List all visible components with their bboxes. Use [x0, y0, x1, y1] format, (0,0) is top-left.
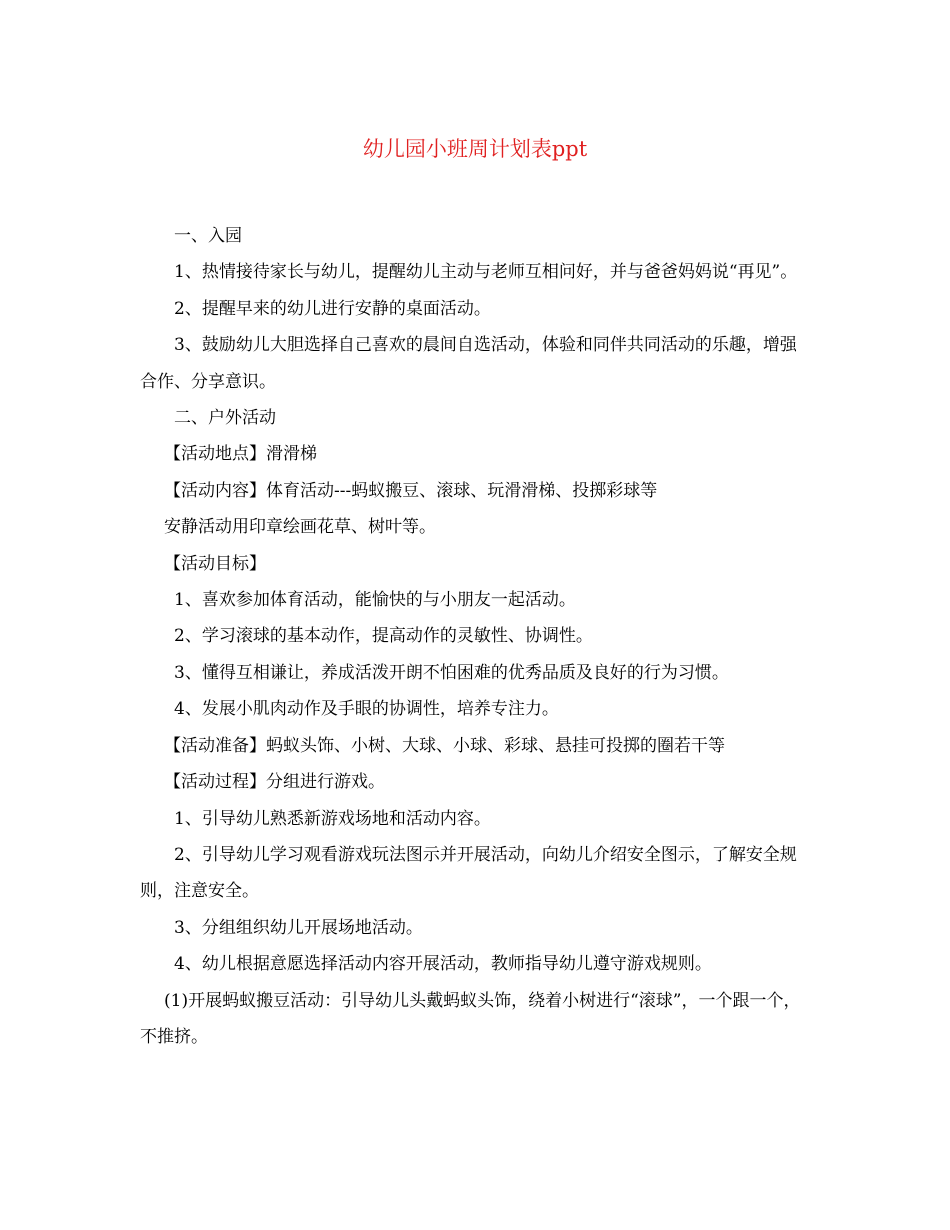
section-heading-arrival: 一、入园 — [174, 226, 242, 246]
activity-content: 【活动内容】体育活动---蚂蚁搬豆、滚球、玩滑滑梯、投掷彩球等 — [164, 480, 658, 501]
paragraph: 3、鼓励幼儿大胆选择自己喜欢的晨间自选活动，体验和同伴共同活动的乐趣，增强合作、分享意识。 — [140, 335, 797, 392]
activity-preparation: 【活动准备】蚂蚁头饰、小树、大球、小球、彩球、悬挂可投掷的圈若干等 — [164, 735, 725, 756]
paragraph: 1、喜欢参加体育活动，能愉快的与小朋友一起活动。 — [174, 590, 576, 611]
document-body — [140, 218, 812, 1055]
paragraph: 2、引导幼儿学习观看游戏玩法图示并开展活动，向幼儿介绍安全图示，了解安全规则，注意安全。 — [140, 844, 797, 902]
paragraph: 安静活动用印章绘画花草、树叶等。 — [164, 517, 436, 538]
paragraph: 2、学习滚球的基本动作，提高动作的灵敏性、协调性。 — [174, 626, 593, 647]
paragraph: 3、分组组织幼儿开展场地活动。 — [174, 917, 423, 938]
document-title: 幼儿园小班周计划表ppt — [362, 137, 588, 161]
paragraph: 1、引导幼儿熟悉新游戏场地和活动内容。 — [174, 808, 491, 829]
paragraph: (1)开展蚂蚁搬豆活动：引导幼儿头戴蚂蚁头饰，绕着小树进行“滚球”，一个跟一个，不推挤。 — [140, 990, 801, 1047]
paragraph: 4、幼儿根据意愿选择活动内容开展活动，教师指导幼儿遵守游戏规则。 — [174, 954, 712, 975]
paragraph: 1、热情接待家长与幼儿，提醒幼儿主动与老师互相问好，并与爸爸妈妈说“再见”。 — [174, 262, 798, 283]
activity-goals-heading: 【活动目标】 — [164, 553, 266, 574]
paragraph: 3、懂得互相谦让，养成活泼开朗不怕困难的优秀品质及良好的行为习惯。 — [174, 662, 729, 683]
paragraph: 4、发展小肌肉动作及手眼的协调性，培养专注力。 — [174, 699, 559, 720]
paragraph: 2、提醒早来的幼儿进行安静的桌面活动。 — [174, 298, 491, 319]
section-heading-outdoor: 二、户外活动 — [174, 408, 276, 429]
activity-location: 【活动地点】滑滑梯 — [164, 444, 317, 465]
activity-process: 【活动过程】分组进行游戏。 — [164, 772, 385, 793]
